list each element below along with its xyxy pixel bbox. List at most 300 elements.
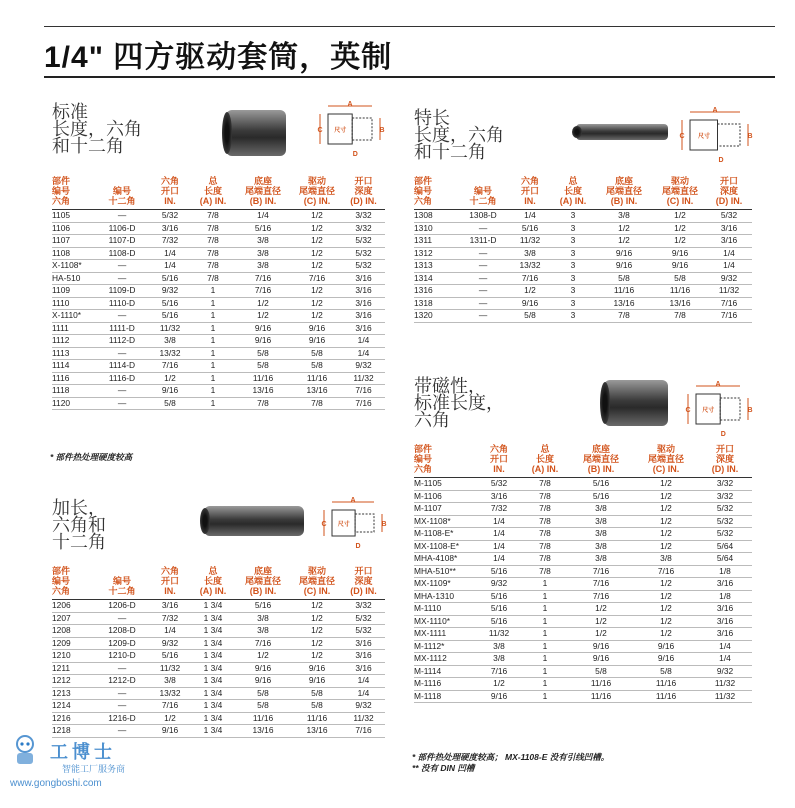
table-cell: X-1108* [52,260,96,273]
table-cell: 3/16 [148,222,192,235]
table-cell: — [458,310,508,323]
header-line: 部件 [414,176,433,186]
table-cell: MX-1109* [414,578,476,591]
table-cell: — [96,612,148,625]
table-cell: X-1110* [52,310,96,323]
header-line: (A) IN. [199,586,227,596]
table-cell: 1308 [414,210,458,223]
table-cell: 1/2 [292,247,342,260]
header-line: 编号 [414,186,433,196]
table-cell: 1/2 [234,297,292,310]
table-cell: — [96,385,148,398]
table-cell: 3/16 [342,637,385,650]
table-cell: 1112-D [96,335,148,348]
socket-outline [718,124,741,146]
table-cell: 7/16 [568,565,634,578]
table-row [52,662,385,675]
table-cell: 9/32 [698,665,752,678]
magnetic-note: * 部件热处理硬度较高； MX-1108-E 没有引线凹槽。 [412,752,610,762]
table-cell: 9/16 [476,690,522,703]
column-header [52,566,96,600]
table-cell: 1/8 [698,590,752,603]
table-cell: 7/8 [522,478,568,491]
table-cell: M-1105 [414,478,476,491]
table-row [52,285,385,298]
table-cell: 1/4 [234,210,292,223]
long-section-title [52,500,106,551]
table-cell: — [96,260,148,273]
table-cell: 7/8 [192,260,234,273]
table-cell: 5/16 [148,297,192,310]
header-line: 总 [540,444,550,454]
column-header [594,176,654,210]
dimension-label-c: C [685,407,691,414]
table-cell: 1107-D [96,235,148,248]
table-cell: 1/2 [634,503,698,516]
table-cell: 11/16 [634,678,698,691]
table-cell: 7/16 [706,310,752,323]
column-header [698,444,752,478]
table-cell: 1318 [414,297,458,310]
table-cell: 11/16 [234,712,292,725]
table-cell: 1312 [414,247,458,260]
table-cell: 1213 [52,687,96,700]
header-line: 编号 [414,454,433,464]
table-cell: 1 3/4 [192,625,234,638]
table-cell: 13/32 [148,687,192,700]
table-cell: 13/32 [508,260,552,273]
header-line: 编号 [52,576,71,586]
table-row [52,687,385,700]
extra-long-socket-photo [576,124,668,140]
table-row [52,297,385,310]
table-cell: 7/8 [192,222,234,235]
table-cell: 3 [552,272,594,285]
table-cell: 1/2 [634,528,698,541]
table-cell: 1118 [52,385,96,398]
table-cell: 1214 [52,700,96,713]
column-header [342,176,385,210]
table-cell: 1/2 [634,515,698,528]
table-cell: 5/16 [476,603,522,616]
standard-table [52,176,385,410]
table-cell: 1 3/4 [192,700,234,713]
table-row [52,650,385,663]
header-line: 总 [208,566,218,576]
table-cell: 1/2 [568,603,634,616]
header-line: IN. [164,196,176,206]
table-cell: 1111 [52,322,96,335]
header-line: 部件 [52,566,71,576]
table-cell: 3/8 [234,235,292,248]
table-cell: — [96,700,148,713]
table-cell: 3/8 [508,247,552,260]
table-cell: 1/2 [292,650,342,663]
table-cell: 1 [522,665,568,678]
table-cell: 1320 [414,310,458,323]
table-cell: — [96,347,148,360]
table-cell: 3/8 [148,335,192,348]
table-cell: 1/4 [476,553,522,566]
column-header [148,566,192,600]
table-cell: 1212-D [96,675,148,688]
table-cell: 1/2 [634,628,698,641]
table-cell: 1210-D [96,650,148,663]
table-cell: 7/16 [148,360,192,373]
table-cell: 11/16 [292,712,342,725]
table-cell: 5/32 [342,247,385,260]
table-cell: 3 [552,310,594,323]
table-cell: 5/64 [698,540,752,553]
standard-socket-diagram [314,100,386,160]
table-cell: 11/16 [292,372,342,385]
header-line: 开口 [715,444,734,454]
header-line: 六角 [52,196,71,206]
column-header [234,176,292,210]
table-cell: — [96,687,148,700]
table-cell: 1110-D [96,297,148,310]
header-line: 开口 [489,454,508,464]
table-cell: 9/16 [148,385,192,398]
table-row [414,478,752,491]
table-cell: 13/16 [234,725,292,738]
table-row [52,260,385,273]
table-cell: 3/16 [476,490,522,503]
header-line: 深度 [719,186,738,196]
table-cell: 3/16 [342,285,385,298]
table-cell: 7/32 [148,612,192,625]
header-line: 六角 [160,176,179,186]
header-line: 驱动 [656,444,675,454]
table-cell: 1212 [52,675,96,688]
table-cell: 5/32 [148,210,192,223]
table-cell: 1 [192,297,234,310]
table-cell: MHA-1310 [414,590,476,603]
table-cell: 1/4 [342,335,385,348]
column-header [476,444,522,478]
table-cell: 1/2 [634,590,698,603]
table-cell: 1208 [52,625,96,638]
title-line: 特长 [414,108,450,128]
dimension-label-c: C [679,133,685,140]
column-header [568,444,634,478]
table-cell: 1 [192,397,234,410]
table-cell: — [96,725,148,738]
table-cell: 1 [522,590,568,603]
table-row [52,625,385,638]
watermark [6,726,156,796]
table-cell: 1/2 [634,490,698,503]
table-cell: 5/32 [342,260,385,273]
table-cell: 1 [192,335,234,348]
table-cell: 3/16 [698,615,752,628]
table-cell: 5/8 [234,347,292,360]
socket-outline [355,514,374,532]
table-cell: 7/8 [594,310,654,323]
table-cell: 1114-D [96,360,148,373]
table-cell: 1 3/4 [192,637,234,650]
dimension-label-b: B [747,133,753,140]
dimension-label-c: C [321,521,327,528]
table-cell: 7/16 [568,578,634,591]
table-cell: 1/2 [634,478,698,491]
column-header [414,176,458,210]
table-cell: 11/16 [594,285,654,298]
table-cell: 1/2 [292,235,342,248]
dimension-label-b: B [379,127,385,134]
table-row [414,528,752,541]
title-line: 六角 [414,410,450,430]
header-line: 底座 [253,566,272,576]
table-cell: 3/8 [234,612,292,625]
header-line: 底座 [591,444,610,454]
table-cell: 9/16 [594,260,654,273]
table-cell: 7/16 [568,590,634,603]
table-row [414,297,752,310]
table-cell: 1/2 [292,625,342,638]
table-cell: 9/32 [342,700,385,713]
table-cell: 1/2 [292,600,342,613]
table-row [414,310,752,323]
table-cell: 5/8 [654,272,706,285]
header-line: IN. [164,586,176,596]
table-cell: — [458,297,508,310]
table-cell: 1/4 [508,210,552,223]
header-line: 十二角 [108,586,136,596]
table-cell: 1/4 [148,625,192,638]
table-cell: M-1110 [414,603,476,616]
table-cell: 3/8 [568,540,634,553]
table-cell: 7/16 [292,272,342,285]
table-cell: 1 [522,615,568,628]
magnetic-socket-photo [604,380,668,426]
table-cell: 7/16 [342,397,385,410]
table-cell: 11/32 [698,690,752,703]
table-cell: 1/4 [476,515,522,528]
table-cell: 3/16 [706,222,752,235]
title-line: 十二角 [52,532,106,552]
table-cell: 3/16 [698,628,752,641]
header-line: (B) IN. [587,464,615,474]
table-cell: 3/16 [342,322,385,335]
table-cell: 3/32 [342,222,385,235]
table-cell: 1/2 [292,297,342,310]
table-cell: 7/8 [292,397,342,410]
header-line: 长度 [203,186,222,196]
robot-logo-icon [10,734,40,768]
table-cell: 13/16 [594,297,654,310]
table-cell: 1 [522,578,568,591]
table-cell: 1207 [52,612,96,625]
table-cell: 1 3/4 [192,712,234,725]
header-line: (A) IN. [559,196,587,206]
table-cell: 3 [552,210,594,223]
column-header [414,444,476,478]
header-line: 总 [568,176,578,186]
magnetic-socket-diagram [682,380,754,440]
column-header [552,176,594,210]
table-cell: 5/16 [476,590,522,603]
table-cell: 1310 [414,222,458,235]
dimension-label-a: A [715,381,721,388]
header-line: 驱动 [307,176,326,186]
long-socket-photo [204,506,304,536]
magnetic-table [414,444,752,703]
table-cell: 9/16 [148,725,192,738]
table-cell: 5/16 [148,650,192,663]
column-header [458,176,508,210]
table-cell: 1/2 [234,310,292,323]
table-cell: 3/8 [634,553,698,566]
table-cell: 11/32 [698,678,752,691]
table-cell: — [96,662,148,675]
table-cell: 11/32 [508,235,552,248]
table-cell: 7/16 [342,385,385,398]
table-cell: 1 [522,690,568,703]
table-cell: 1308-D [458,210,508,223]
table-cell: 1 3/4 [192,725,234,738]
table-cell: 7/8 [192,247,234,260]
socket-outline [352,118,372,140]
table-cell: 3 [552,222,594,235]
column-header [96,566,148,600]
table-cell: 1 3/4 [192,662,234,675]
table-cell: 1/2 [292,210,342,223]
table-row [414,247,752,260]
table-cell: 11/32 [148,322,192,335]
header-line: 六角 [520,176,539,186]
table-cell: 9/16 [568,640,634,653]
table-cell: 5/32 [706,210,752,223]
table-row [414,235,752,248]
table-cell: 7/8 [522,565,568,578]
header-line: 十二角 [108,196,136,206]
size-label: 尺寸 [702,408,715,414]
column-header [192,176,234,210]
table-cell: 7/8 [192,235,234,248]
table-cell: 13/16 [234,385,292,398]
table-cell: 1 [522,678,568,691]
table-cell: 7/8 [522,528,568,541]
standard-socket-photo [226,110,286,156]
table-cell: 9/16 [654,260,706,273]
table-cell: — [96,310,148,323]
table-cell: 3/8 [476,653,522,666]
table-cell: 1114 [52,360,96,373]
table-row [414,503,752,516]
table-cell: 3/16 [342,650,385,663]
table-cell: M-1107 [414,503,476,516]
table-row [52,347,385,360]
header-line: 开口 [520,186,539,196]
header-line: 底座 [253,176,272,186]
header-line: 尾端直径 [647,454,684,464]
table-cell: M-1114 [414,665,476,678]
column-header [192,566,234,600]
table-cell: 1209-D [96,637,148,650]
table-cell: 1/4 [148,260,192,273]
table-cell: 1/4 [698,640,752,653]
table-cell: 7/16 [508,272,552,285]
table-cell: 11/16 [568,678,634,691]
table-cell: 5/32 [698,528,752,541]
table-cell: 3/16 [698,578,752,591]
title-line: 长度，六角 [52,119,142,139]
table-row [414,540,752,553]
table-cell: 3/8 [568,528,634,541]
table-row [52,637,385,650]
extra-long-socket-diagram [676,106,754,166]
table-cell: 1313 [414,260,458,273]
table-cell: 1208-D [96,625,148,638]
table-cell: 7/8 [522,503,568,516]
table-cell: 1/2 [594,222,654,235]
table-cell: 9/16 [234,662,292,675]
table-cell: 5/16 [148,272,192,285]
table-cell: MX-1108-E* [414,540,476,553]
table-cell: 1 3/4 [192,650,234,663]
table-cell: 11/32 [706,285,752,298]
table-cell: 5/16 [568,490,634,503]
header-line: (D) IN. [711,464,739,474]
table-row [414,615,752,628]
table-cell: 3/16 [342,310,385,323]
header-line: (C) IN. [303,196,331,206]
table-cell: 9/16 [234,335,292,348]
table-cell: 5/32 [698,503,752,516]
table-cell: 9/16 [594,247,654,260]
table-row [414,678,752,691]
table-cell: 3/32 [342,210,385,223]
header-line: (C) IN. [652,464,680,474]
table-row [414,640,752,653]
table-cell: 9/16 [234,675,292,688]
table-cell: 3/16 [148,600,192,613]
title-line: 和十二角 [52,136,124,156]
table-cell: 1314 [414,272,458,285]
table-cell: 1116 [52,372,96,385]
column-header [342,566,385,600]
dimension-label-d: D [355,543,361,550]
table-cell: 1/4 [476,528,522,541]
table-cell: 1/2 [654,210,706,223]
dimension-label-b: B [381,521,387,528]
table-cell: 3 [552,260,594,273]
dimension-label-b: B [747,407,753,414]
table-cell: 7/16 [476,665,522,678]
table-cell: 7/8 [192,210,234,223]
table-cell: 1211 [52,662,96,675]
header-line: 深度 [354,576,373,586]
table-cell: 1 3/4 [192,675,234,688]
table-cell: 5/16 [476,615,522,628]
table-row [52,272,385,285]
table-cell: 1/2 [292,285,342,298]
table-row [52,700,385,713]
standard-section-title [52,104,142,155]
long-table [52,566,385,738]
header-line: 深度 [354,186,373,196]
table-row [52,247,385,260]
table-cell: 1311-D [458,235,508,248]
table-cell: 3/32 [698,478,752,491]
table-cell: 1/2 [594,235,654,248]
header-line: 开口 [160,576,179,586]
header-line: (C) IN. [303,586,331,596]
header-line: 尾端直径 [298,186,335,196]
table-cell: 7/16 [706,297,752,310]
table-cell: 1 [192,360,234,373]
